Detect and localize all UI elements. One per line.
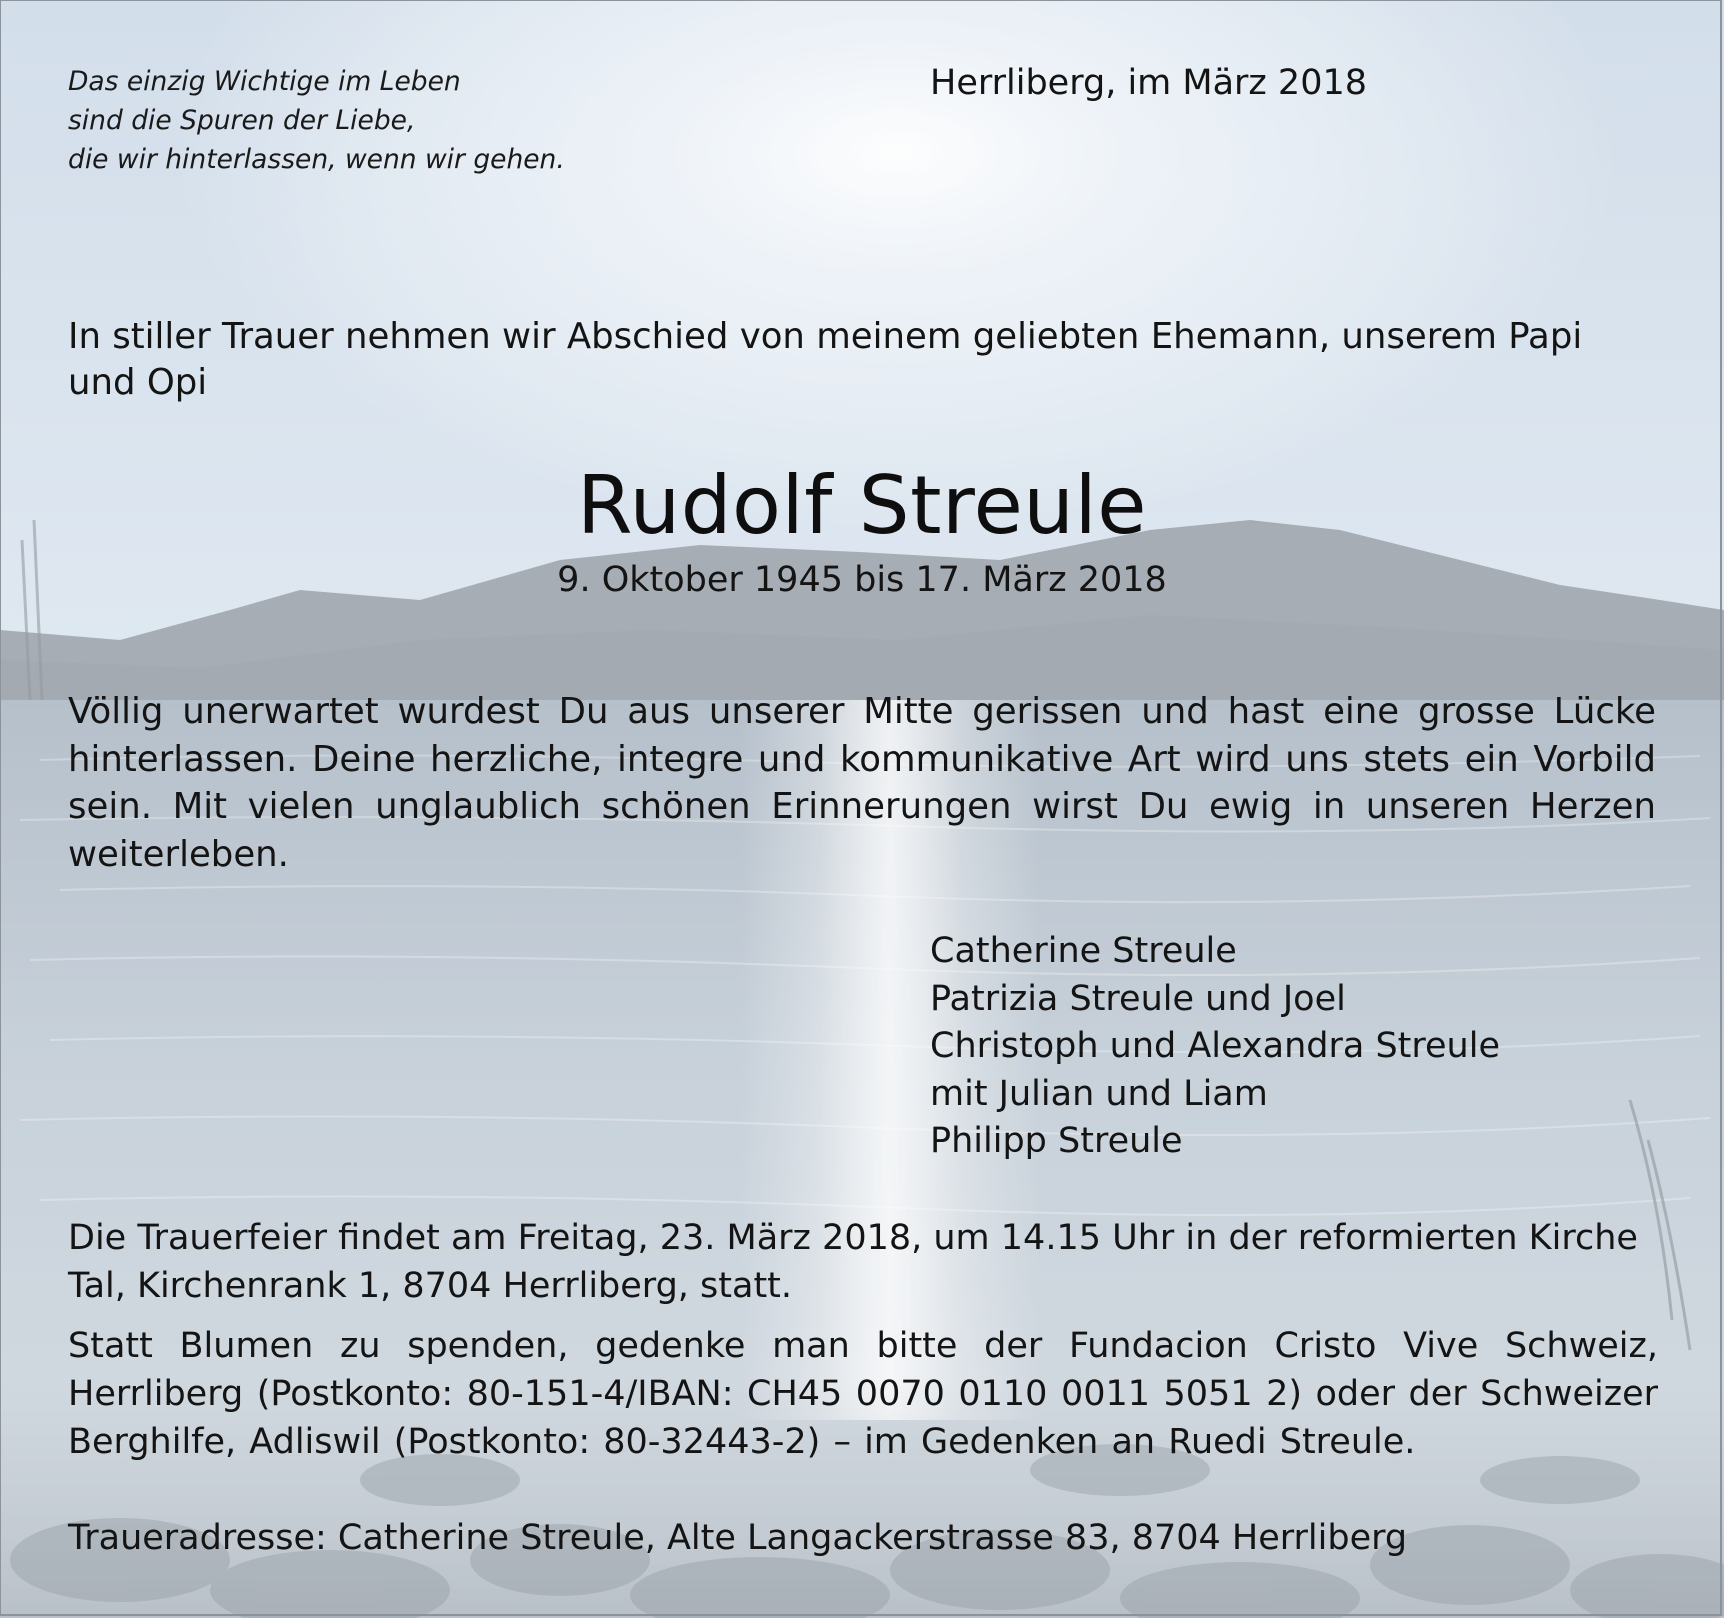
family-member: Christoph und Alexandra Streule [930, 1026, 1500, 1066]
family-member: Catherine Streule [930, 931, 1237, 971]
deceased-name: Rudolf Streule [577, 459, 1147, 552]
place-and-date: Herrliberg, im März 2018 [930, 63, 1368, 103]
ceremony-info: Die Trauerfeier findet am Freitag, 23. März 2018, um 14.15 Uhr in der reformierten Kirche Tal, Kirchenrank 1, 8704 Herrliberg, statt. [68, 1218, 1638, 1306]
donation-info: Statt Blumen zu spenden, gedenke man bitte der Fundacion Cristo Vive Schweiz, Herrliberg (Postkonto: 80-151-4/IBAN: CH45 0070 0110 0011 5051 2) oder der Schweizer Berghilfe, Adliswil (Postkonto: 80-32443-2) – im Gedenken an Ruedi Streule. [68, 1326, 1658, 1462]
life-dates: 9. Oktober 1945 bis 17. März 2018 [557, 560, 1167, 600]
family-members [930, 928, 1500, 1166]
quote-line: Das einzig Wichtige im Leben [68, 66, 461, 97]
family-member: mit Julian und Liam [930, 1073, 1268, 1114]
family-member: Philipp Streule [930, 1121, 1183, 1161]
quote-line: sind die Spuren der Liebe, [68, 105, 416, 136]
memorial-quote [68, 62, 688, 179]
quote-line: die wir hinterlassen, wenn wir gehen. [68, 144, 565, 175]
mourning-address: Traueradresse: Catherine Streule, Alte Langackerstrasse 83, 8704 Herrliberg [68, 1518, 1408, 1558]
family-member: Patrizia Streule und Joel [930, 978, 1346, 1019]
intro-text: In stiller Trauer nehmen wir Abschied von meinem geliebten Ehemann, unserem Papi und Opi [68, 316, 1583, 403]
tribute-text: Völlig unerwartet wurdest Du aus unserer Mitte gerissen und hast eine grosse Lücke hinterlassen. Deine herzliche, integre und kommunikative Art wird uns stets ein Vorbild sein. Mit vielen unglaublich schönen Erinnerungen wirst Du ewig in unseren Herzen weiterleben. [68, 691, 1656, 875]
